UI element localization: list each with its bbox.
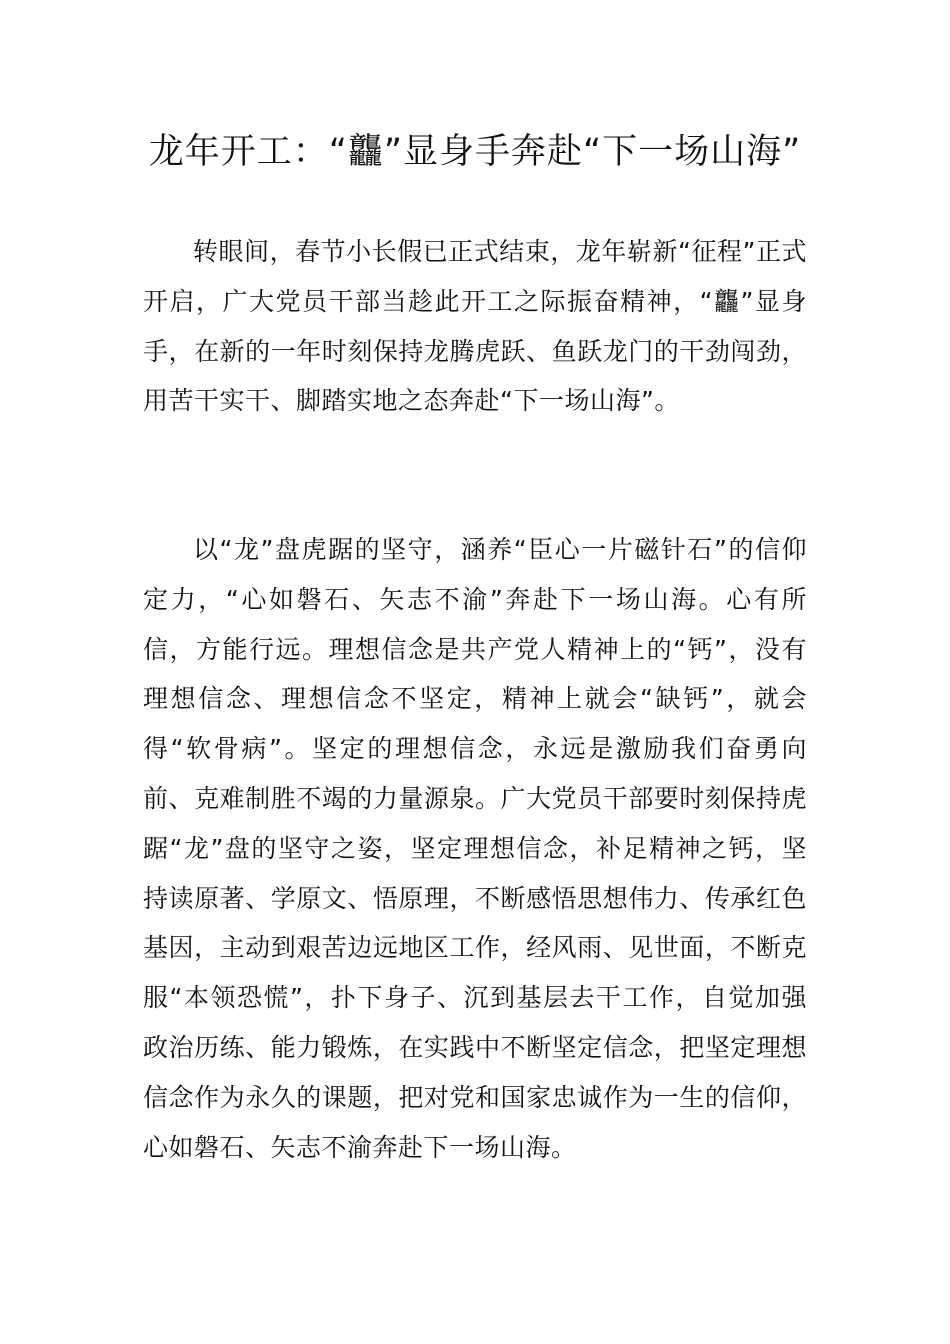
paragraph-body: 以“龙”盘虎踞的坚守，涵养“臣心一片磁针石”的信仰定力，“心如磐石、矢志不渝”奔赴下一场山海。心有所信，方能行远。理想信念是共产党人精神上的“钙”，没有理想信念、理想信念不坚定，精神上就会“缺钙”，就会得“软骨病”。坚定的理想信念，永远是激励我们奋勇向前、克难制胜不竭的力量源泉。广大党员干部要时刻保持虎踞“龙”盘的坚守之姿，坚定理想信念，补足精神之钙，坚持读原著、学原文、悟原理，不断感悟思想伟力、传承红色基因，主动到艰苦边远地区工作，经风雨、见世面，不断克服“本领恐慌”，扑下身子、沉到基层去干工作，自觉加强政治历练、能力锻炼，在实践中不断坚定信念，把坚定理想信念作为永久的课题，把对党和国家忠诚作为一生的信仰，心如磐石、矢志不渝奔赴下一场山海。: [143, 535, 807, 1162]
paragraph-intro: 转眼间，春节小长假已正式结束，龙年崭新“征程”正式开启，广大党员干部当趁此开工之际振奋精神，“龘”显身手，在新的一年时刻保持龙腾虎跃、鱼跃龙门的干劲闯劲，用苦干实干、脚踏实地之态奔赴“下一场山海”。: [143, 237, 807, 416]
page-title: 龙年开工：“龘”显身手奔赴“下一场山海”: [148, 132, 802, 172]
